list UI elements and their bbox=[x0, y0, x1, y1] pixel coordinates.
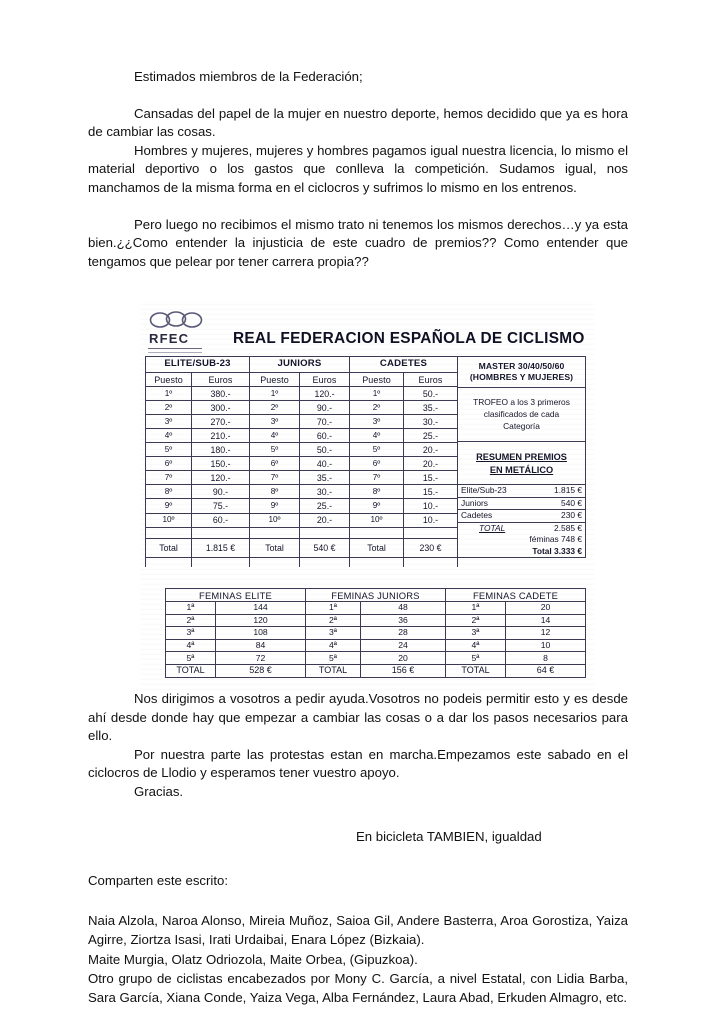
colhead-puesto-cadetes: Puesto bbox=[350, 372, 404, 387]
fem-pos-elite-5: 5ª bbox=[166, 652, 216, 665]
prize-table bbox=[145, 356, 586, 567]
fem-pos-cadete-5: 5ª bbox=[446, 652, 506, 665]
table-row bbox=[166, 627, 586, 640]
fem-val-elite-2: 120 bbox=[216, 614, 306, 627]
pos-juniors-3: 3º bbox=[250, 415, 300, 429]
closing-paragraph-2: Por nuestra parte las protestas estan en marcha.Empezamos este sabado en el ciclocros de Llodio y esperamos tener vuestro apoyo. bbox=[88, 746, 628, 781]
federation-header bbox=[145, 306, 585, 354]
eur-elite-2: 300.- bbox=[192, 401, 250, 415]
resumen-feminas-value: féminas 748 € bbox=[529, 534, 582, 544]
fem-total-value-juniors: 156 € bbox=[361, 664, 446, 677]
pos-cadetes-10: 10º bbox=[350, 513, 404, 527]
eur-cadetes-4: 25.- bbox=[404, 429, 458, 443]
fem-pos-juniors-1: 1ª bbox=[306, 602, 361, 615]
table-row bbox=[166, 639, 586, 652]
eur-cadetes-5: 20.- bbox=[404, 443, 458, 457]
resumen-grandtotal-value: Total 3.333 € bbox=[532, 545, 582, 556]
fem-val-cadete-1: 20 bbox=[506, 602, 586, 615]
colhead-puesto-elite: Puesto bbox=[146, 372, 192, 387]
eur-juniors-8: 30.- bbox=[300, 485, 350, 499]
eur-cadetes-1: 50.- bbox=[404, 387, 458, 401]
eur-cadetes-8: 15.- bbox=[404, 485, 458, 499]
pos-juniors-1: 1º bbox=[250, 387, 300, 401]
eur-elite-1: 380.- bbox=[192, 387, 250, 401]
eur-juniors-5: 50.- bbox=[300, 443, 350, 457]
fem-val-elite-3: 108 bbox=[216, 627, 306, 640]
pos-elite-2: 2º bbox=[146, 401, 192, 415]
resumen-row-juniors bbox=[458, 497, 585, 510]
table-category-header-row bbox=[146, 357, 586, 373]
table-row bbox=[166, 614, 586, 627]
scanned-prize-table-block bbox=[145, 306, 585, 567]
fem-total-label-cadete: TOTAL bbox=[446, 664, 506, 677]
category-header-juniors: JUNIORS bbox=[250, 357, 350, 373]
fem-val-cadete-2: 14 bbox=[506, 614, 586, 627]
master-title-line2: (HOMBRES Y MUJERES) bbox=[469, 372, 574, 382]
eur-cadetes-7: 15.- bbox=[404, 471, 458, 485]
pos-elite-9: 9º bbox=[146, 499, 192, 513]
body-paragraph-3: Pero luego no recibimos el mismo trato ni tenemos los mismos derechos…y ya esta bien.¿¿Como entender la injusticia de este cuadro de premios?? Como entender que tengamos que pelear por tener carrera propia?? bbox=[88, 216, 628, 269]
pos-juniors-5: 5º bbox=[250, 443, 300, 457]
resumen-feminas-line bbox=[461, 534, 582, 546]
share-heading: Comparten este escrito: bbox=[88, 873, 228, 889]
resumen-label-juniors: Juniors bbox=[461, 497, 488, 508]
eur-juniors-4: 60.- bbox=[300, 429, 350, 443]
colhead-euros-juniors: Euros bbox=[300, 372, 350, 387]
letter-top-block bbox=[88, 68, 628, 271]
eur-elite-3: 270.- bbox=[192, 415, 250, 429]
fem-val-juniors-3: 28 bbox=[361, 627, 446, 640]
eur-elite-10: 60.- bbox=[192, 513, 250, 527]
fem-val-cadete-5: 8 bbox=[506, 652, 586, 665]
colhead-euros-elite: Euros bbox=[192, 372, 250, 387]
signatory-list bbox=[88, 911, 628, 1008]
pos-cadetes-1: 1º bbox=[350, 387, 404, 401]
pos-juniors-8: 8º bbox=[250, 485, 300, 499]
total-label-juniors: Total bbox=[250, 539, 300, 558]
pos-cadetes-2: 2º bbox=[350, 401, 404, 415]
table-bottom-spacer-row bbox=[146, 558, 586, 567]
eur-juniors-9: 25.- bbox=[300, 499, 350, 513]
resumen-row-cadetes bbox=[458, 509, 585, 522]
cycling-rings-icon bbox=[149, 310, 203, 330]
fem-pos-elite-2: 2ª bbox=[166, 614, 216, 627]
logo-rule-2 bbox=[148, 352, 202, 354]
closing-paragraph-3: Gracias. bbox=[134, 783, 184, 799]
eur-juniors-2: 90.- bbox=[300, 401, 350, 415]
pos-elite-8: 8º bbox=[146, 485, 192, 499]
pos-juniors-9: 9º bbox=[250, 499, 300, 513]
fem-val-juniors-1: 48 bbox=[361, 602, 446, 615]
eur-elite-7: 120.- bbox=[192, 471, 250, 485]
feminas-table-block bbox=[165, 588, 585, 678]
fem-pos-cadete-2: 2ª bbox=[446, 614, 506, 627]
eur-cadetes-6: 20.- bbox=[404, 457, 458, 471]
eur-juniors-10: 20.- bbox=[300, 513, 350, 527]
spacer-cell-4 bbox=[300, 527, 350, 539]
pos-elite-10: 10º bbox=[146, 513, 192, 527]
greeting-paragraph: Estimados miembros de la Federación; bbox=[134, 69, 363, 84]
eur-elite-4: 210.- bbox=[192, 429, 250, 443]
trofeo-line1: TROFEO a los 3 primeros bbox=[473, 397, 570, 407]
body-paragraph-1: Cansadas del papel de la mujer en nuestro deporte, hemos decidido que ya es hora de cambiar las cosas. bbox=[88, 105, 628, 140]
feminas-table bbox=[165, 588, 586, 678]
fem-val-cadete-3: 12 bbox=[506, 627, 586, 640]
total-label-elite: Total bbox=[146, 539, 192, 558]
eur-juniors-7: 35.- bbox=[300, 471, 350, 485]
fem-pos-elite-1: 1ª bbox=[166, 602, 216, 615]
fem-val-elite-4: 84 bbox=[216, 639, 306, 652]
pos-cadetes-6: 6º bbox=[350, 457, 404, 471]
pos-cadetes-3: 3º bbox=[350, 415, 404, 429]
spacer-cell-1 bbox=[146, 527, 192, 539]
pos-cadetes-7: 7º bbox=[350, 471, 404, 485]
pos-juniors-6: 6º bbox=[250, 457, 300, 471]
fem-val-juniors-5: 20 bbox=[361, 652, 446, 665]
feminas-header-cadete: FEMINAS CADETE bbox=[446, 589, 586, 602]
resumen-total-line bbox=[461, 523, 582, 535]
eur-cadetes-9: 10.- bbox=[404, 499, 458, 513]
resumen-total-block bbox=[458, 522, 585, 558]
pos-elite-4: 4º bbox=[146, 429, 192, 443]
fem-val-elite-1: 144 bbox=[216, 602, 306, 615]
fem-pos-elite-3: 3ª bbox=[166, 627, 216, 640]
resumen-row-elite bbox=[458, 484, 585, 497]
eur-cadetes-3: 30.- bbox=[404, 415, 458, 429]
trofeo-note bbox=[458, 388, 585, 442]
bottom-spacer-cell-2 bbox=[192, 558, 250, 567]
feminas-total-row bbox=[166, 664, 586, 677]
eur-elite-5: 180.- bbox=[192, 443, 250, 457]
feminas-category-header-row bbox=[166, 589, 586, 602]
fem-pos-cadete-1: 1ª bbox=[446, 602, 506, 615]
resumen-total-value: 2.585 € bbox=[554, 522, 582, 533]
resumen-value-elite: 1.815 € bbox=[554, 485, 582, 495]
trofeo-line3: Categoría bbox=[503, 421, 540, 431]
resumen-value-juniors: 540 € bbox=[561, 497, 582, 508]
fem-val-elite-5: 72 bbox=[216, 652, 306, 665]
pos-elite-7: 7º bbox=[146, 471, 192, 485]
colhead-puesto-juniors: Puesto bbox=[250, 372, 300, 387]
resumen-rows bbox=[458, 484, 585, 557]
spacer-cell-2 bbox=[192, 527, 250, 539]
feminas-header-juniors: FEMINAS JUNIORS bbox=[306, 589, 446, 602]
pos-cadetes-5: 5º bbox=[350, 443, 404, 457]
pos-elite-6: 6º bbox=[146, 457, 192, 471]
fem-val-cadete-4: 10 bbox=[506, 639, 586, 652]
rfec-logo bbox=[145, 308, 207, 354]
fem-total-label-elite: TOTAL bbox=[166, 664, 216, 677]
total-value-elite: 1.815 € bbox=[192, 539, 250, 558]
resumen-line1: RESUMEN PREMIOS bbox=[476, 452, 567, 462]
signatory-line-1: Naia Alzola, Naroa Alonso, Mireia Muñoz, Saioa Gil, Andere Basterra, Aroa Gorostiza, Yaiza Agirre, Ziortza Isasi, Irati Urdaibai, Enara López (Bizkaia). bbox=[88, 912, 628, 948]
bottom-spacer-cell-5 bbox=[350, 558, 404, 567]
pos-cadetes-9: 9º bbox=[350, 499, 404, 513]
closing-paragraph-1: Nos dirigimos a vosotros a pedir ayuda.Vosotros no podeis permitir esto y es desde ahí desde donde hay que empezar a cambiar las cosas o a dar los pasos necesarios para ello. bbox=[88, 691, 628, 744]
master-title bbox=[458, 357, 585, 388]
fem-pos-cadete-4: 4ª bbox=[446, 639, 506, 652]
letter-bottom-block bbox=[88, 690, 628, 1008]
body-paragraph-2: Hombres y mujeres, mujeres y hombres pagamos igual nuestra licencia, lo mismo el material deportivo o los gastos que conlleva la competición. Sudamos igual, nos manchamos de la misma forma en el ciclocros y sufrimos lo mismo en los entrenos. bbox=[88, 142, 628, 195]
pos-elite-1: 1º bbox=[146, 387, 192, 401]
fem-total-value-elite: 528 € bbox=[216, 664, 306, 677]
resumen-label-elite: Elite/Sub-23 bbox=[461, 485, 507, 495]
total-value-cadetes: 230 € bbox=[404, 539, 458, 558]
eur-juniors-6: 40.- bbox=[300, 457, 350, 471]
fem-pos-juniors-4: 4ª bbox=[306, 639, 361, 652]
resumen-value-cadetes: 230 € bbox=[561, 510, 582, 520]
fem-val-juniors-2: 36 bbox=[361, 614, 446, 627]
category-header-cadetes: CADETES bbox=[350, 357, 458, 373]
signatory-line-2: Maite Murgia, Olatz Odriozola, Maite Orbea, (Gipuzkoa). bbox=[88, 951, 418, 967]
fem-pos-juniors-3: 3ª bbox=[306, 627, 361, 640]
eur-juniors-1: 120.- bbox=[300, 387, 350, 401]
pos-elite-5: 5º bbox=[146, 443, 192, 457]
eur-cadetes-10: 10.- bbox=[404, 513, 458, 527]
bottom-spacer-cell-1 bbox=[146, 558, 192, 567]
signoff-line: En bicicleta TAMBIEN, igualdad bbox=[356, 828, 542, 844]
table-row bbox=[166, 652, 586, 665]
colhead-euros-cadetes: Euros bbox=[404, 372, 458, 387]
fem-pos-elite-4: 4ª bbox=[166, 639, 216, 652]
spacer-cell-5 bbox=[350, 527, 404, 539]
total-value-juniors: 540 € bbox=[300, 539, 350, 558]
eur-elite-6: 150.- bbox=[192, 457, 250, 471]
signatory-line-3: Otro grupo de ciclistas encabezados por Mony C. García, a nivel Estatal, con Lidia Barba, Sara García, Xiana Conde, Yaiza Vega, Alba Fernández, Laura Abad, Erkuden Almagro, etc. bbox=[88, 970, 628, 1006]
pos-cadetes-4: 4º bbox=[350, 429, 404, 443]
table-row bbox=[166, 602, 586, 615]
fem-val-juniors-4: 24 bbox=[361, 639, 446, 652]
rfec-logo-text: RFEC bbox=[149, 331, 190, 346]
bottom-spacer-cell-3 bbox=[250, 558, 300, 567]
federation-title: REAL FEDERACION ESPAÑOLA DE CICLISMO bbox=[233, 330, 585, 347]
resumen-grandtotal-line bbox=[461, 546, 582, 558]
master-title-line1: MASTER 30/40/50/60 bbox=[478, 361, 565, 371]
logo-rule-1 bbox=[148, 348, 202, 350]
fem-pos-juniors-5: 5ª bbox=[306, 652, 361, 665]
spacer-cell-6 bbox=[404, 527, 458, 539]
category-header-elite: ELITE/SUB-23 bbox=[146, 357, 250, 373]
eur-elite-8: 90.- bbox=[192, 485, 250, 499]
feminas-header-elite: FEMINAS ELITE bbox=[166, 589, 306, 602]
bottom-spacer-cell-6 bbox=[404, 558, 458, 567]
pos-cadetes-8: 8º bbox=[350, 485, 404, 499]
fem-total-value-cadete: 64 € bbox=[506, 664, 586, 677]
bottom-spacer-cell-4 bbox=[300, 558, 350, 567]
pos-elite-3: 3º bbox=[146, 415, 192, 429]
resumen-heading bbox=[458, 442, 585, 484]
resumen-label-cadetes: Cadetes bbox=[461, 510, 493, 520]
eur-cadetes-2: 35.- bbox=[404, 401, 458, 415]
resumen-line2: EN METÁLICO bbox=[489, 464, 554, 475]
fem-total-label-juniors: TOTAL bbox=[306, 664, 361, 677]
trofeo-line2: clasificados de cada bbox=[483, 409, 560, 419]
total-label-cadetes: Total bbox=[350, 539, 404, 558]
spacer-cell-3 bbox=[250, 527, 300, 539]
eur-juniors-3: 70.- bbox=[300, 415, 350, 429]
pos-juniors-2: 2º bbox=[250, 401, 300, 415]
eur-elite-9: 75.- bbox=[192, 499, 250, 513]
master-panel bbox=[458, 357, 586, 558]
resumen-total-label: TOTAL bbox=[479, 522, 506, 533]
fem-pos-juniors-2: 2ª bbox=[306, 614, 361, 627]
pos-juniors-10: 10º bbox=[250, 513, 300, 527]
pos-juniors-4: 4º bbox=[250, 429, 300, 443]
pos-juniors-7: 7º bbox=[250, 471, 300, 485]
fem-pos-cadete-3: 3ª bbox=[446, 627, 506, 640]
